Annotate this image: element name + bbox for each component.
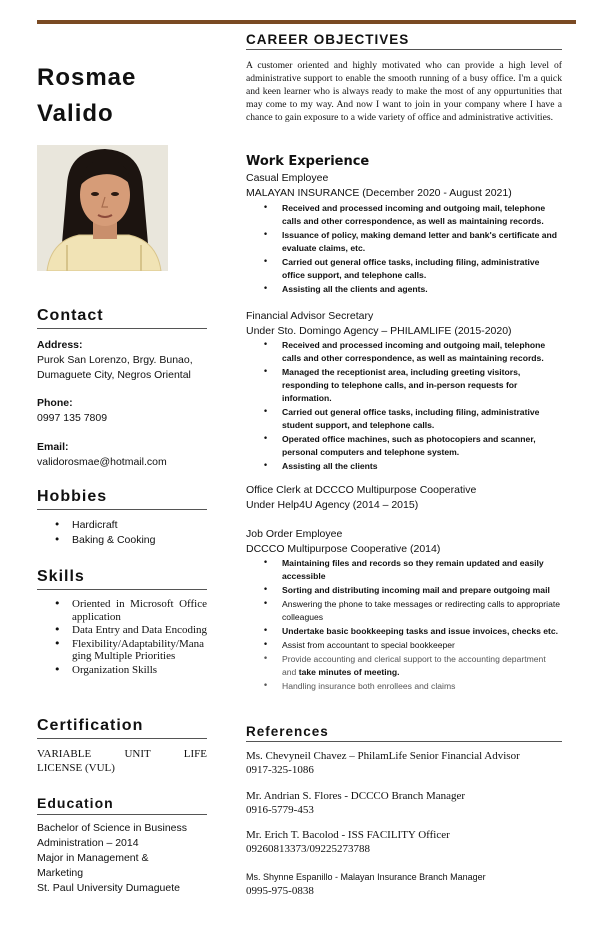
education-line: Marketing <box>37 867 84 879</box>
reference-name: Mr. Andrian S. Flores - DCCCO Branch Manager <box>246 790 466 802</box>
job-title: Job Order Employee <box>246 528 343 540</box>
list-item: • Assist from accountant to special bookkeeper <box>246 639 562 652</box>
list-item <box>246 653 562 679</box>
certification-text <box>37 747 207 775</box>
education-text <box>37 821 207 896</box>
name-last: Valido <box>37 100 114 127</box>
email-value: validorosmae@hotmail.com <box>37 456 167 468</box>
address-label: Address: <box>37 339 83 351</box>
list-item: • Maintaining files and records so they remain updated and easily accessible <box>246 557 562 583</box>
list-item: • Oriented in Microsoft Office application <box>37 598 207 623</box>
reference-item <box>246 750 562 777</box>
contact-heading: Contact <box>37 307 207 329</box>
phone-block <box>37 396 207 426</box>
contact-block <box>37 338 207 383</box>
reference-phone: 0995-975-0838 <box>246 884 314 897</box>
phone-value: 0997 135 7809 <box>37 412 108 424</box>
career-objectives-text: A customer oriented and highly motivated who can provide a high level of administrative support to enable the smooth running of a busy office. I'm a quick and keen learner who is always ready to make the most of any oppurtunities that may come to my way. And now I want to join in your company where I have a chance to gain exposure to a wide variety of office and administrative activities. <box>246 60 562 124</box>
skills-list <box>37 598 207 677</box>
list-item: • Organization Skills <box>37 664 207 677</box>
reference-name: Ms. Shynne Espanillo - Malayan Insurance Branch Manager <box>246 872 486 882</box>
list-item: • Data Entry and Data Encoding <box>37 624 207 637</box>
list-item: • Received and processed incoming and outgoing mail, telephone calls and other correspondence, as well as maintaining records. <box>246 339 562 365</box>
list-item: • Managed the receptionist area, including greeting visitors, responding to telephone calls, and in-person requests for information. <box>246 366 562 405</box>
list-item: • Carried out general office tasks, including filing, administrative office support, and telephone calls. <box>246 256 562 282</box>
reference-phone: 0917-325-1086 <box>246 763 314 776</box>
list-item: • Answering the phone to take messages or redirecting calls to appropriate colleagues <box>246 598 562 624</box>
list-item: • Undertake basic bookkeeping tasks and issue invoices, checks etc. <box>246 625 562 638</box>
education-line: Administration – 2014 <box>37 837 139 849</box>
reference-name: Mr. Erich T. Bacolod - ISS FACILITY Officer <box>246 829 450 841</box>
phone-label: Phone: <box>37 397 73 409</box>
left-column <box>37 60 208 894</box>
education-line: St. Paul University Dumaguete <box>37 882 180 894</box>
list-item: • Issuance of policy, making demand letter and bank's certificate and evaluate claims, etc. <box>246 229 562 255</box>
header-accent-bar <box>37 20 576 24</box>
hobbies-list <box>37 518 207 548</box>
address-line-1: Purok San Lorenzo, Brgy. Bunao, <box>37 354 193 366</box>
education-line: Bachelor of Science in Business <box>37 822 187 834</box>
list-item: • Baking & Cooking <box>37 533 207 548</box>
name-first: Rosmae <box>37 64 137 91</box>
job-company: DCCCO Multipurpose Cooperative (2014) <box>246 543 441 555</box>
education-line: Major in Management & <box>37 852 149 864</box>
job-company: Under Sto. Domingo Agency – PHILAMLIFE (2015-2020) <box>246 325 512 337</box>
job-1-duties <box>246 202 562 297</box>
email-label: Email: <box>37 441 69 453</box>
job-title: Office Clerk at DCCCO Multipurpose Cooperative <box>246 484 477 496</box>
education-heading: Education <box>37 795 207 815</box>
reference-item <box>246 790 562 817</box>
list-item: • Hardicraft <box>37 518 207 533</box>
list-item: • Assisting all the clients and agents. <box>246 283 562 296</box>
job-4-header <box>246 527 562 557</box>
duty-text-bold: take minutes of meeting. <box>298 667 400 677</box>
job-company: Under Help4U Agency (2014 – 2015) <box>246 499 419 511</box>
job-company: MALAYAN INSURANCE (December 2020 - August 2021) <box>246 187 512 199</box>
list-item: • Sorting and distributing incoming mail and prepare outgoing mail <box>246 584 562 597</box>
list-item: • Handling insurance both enrollees and claims <box>246 680 562 693</box>
job-3-header <box>246 483 562 513</box>
work-experience-heading: Work Experience <box>246 154 370 169</box>
reference-item <box>246 871 562 898</box>
profile-photo <box>37 145 168 271</box>
career-objectives-heading: CAREER OBJECTIVES <box>246 32 562 50</box>
skills-heading: Skills <box>37 568 207 590</box>
reference-item <box>246 829 562 856</box>
reference-phone: 09260813373/09225273788 <box>246 842 371 855</box>
certification-line-2: LICENSE (VUL) <box>37 762 115 774</box>
list-item: • Assisting all the clients <box>246 460 562 473</box>
job-title: Casual Employee <box>246 172 329 184</box>
reference-phone: 0916-5779-453 <box>246 803 314 816</box>
list-item: • Flexibility/Adaptability/Managing Multiple Priorities <box>37 638 207 663</box>
hobbies-heading: Hobbies <box>37 488 207 510</box>
certification-heading: Certification <box>37 717 207 739</box>
job-1-header <box>246 171 562 201</box>
certification-line-1: VARIABLE UNIT LIFE <box>37 748 207 760</box>
address-line-2: Dumaguete City, Negros Oriental <box>37 369 191 381</box>
list-item: • Carried out general office tasks, including filing, administrative student support, and telephone calls. <box>246 406 562 432</box>
references-heading: References <box>246 724 562 742</box>
job-title: Financial Advisor Secretary <box>246 310 374 322</box>
duty-text: Provide accounting and clerical support to the accounting department and <box>282 654 546 677</box>
job-2-header <box>246 309 562 339</box>
job-4-duties <box>246 557 562 694</box>
reference-name: Ms. Chevyneil Chavez – PhilamLife Senior Financial Advisor <box>246 750 520 762</box>
list-item: • Received and processed incoming and outgoing mail, telephone calls and other correspondence, as well as maintaining records. <box>246 202 562 228</box>
list-item: • Operated office machines, such as photocopiers and scanner, personal computers and telephone system. <box>246 433 562 459</box>
email-block <box>37 440 207 470</box>
job-2-duties <box>246 339 562 474</box>
